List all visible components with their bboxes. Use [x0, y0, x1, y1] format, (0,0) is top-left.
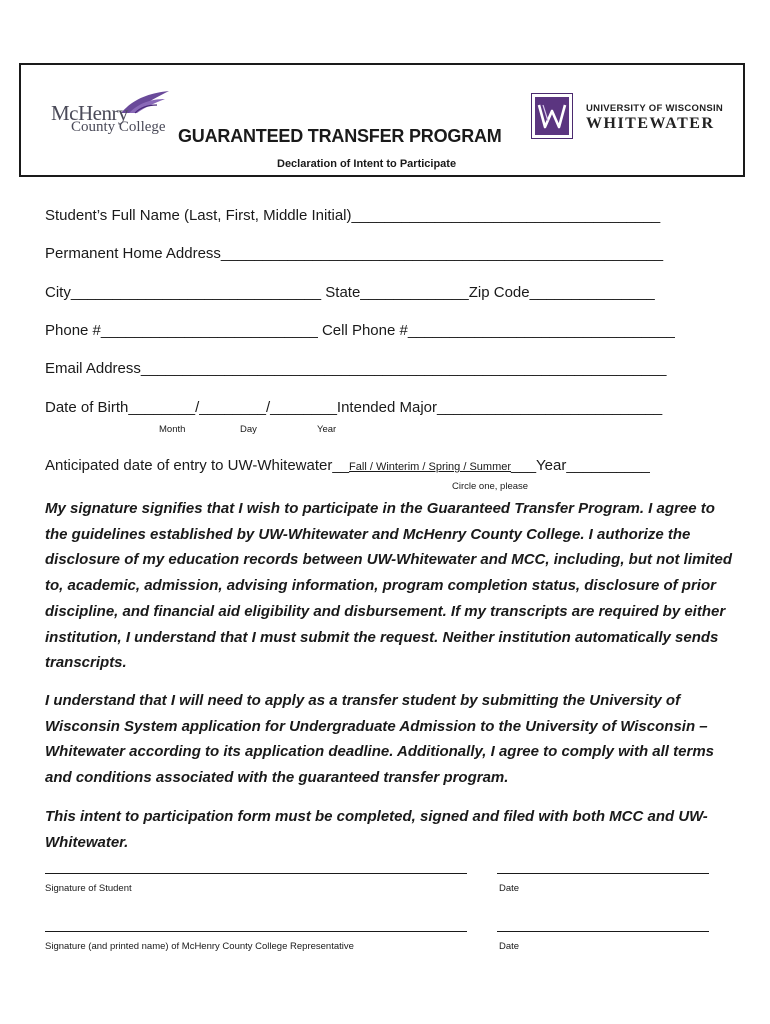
dob-hint-year: Year: [317, 424, 337, 435]
entry-term-options[interactable]: Fall / Winterim / Spring / Summer: [349, 461, 512, 473]
entry-suffix: ___Year__________: [511, 457, 650, 474]
uww-logo-mark: [531, 93, 573, 139]
uww-logo-line2: WHITEWATER: [586, 115, 715, 132]
dob-hint-month: Month: [159, 424, 186, 435]
student-signature-line[interactable]: [45, 873, 467, 874]
rep-signature-label: Signature (and printed name) of McHenry County College Representative: [45, 941, 354, 952]
application-paragraph: I understand that I will need to apply as a transfer student by submitting the University of Wisconsin System application for Undergraduate Admission to the University of Wisconsin – Whitewater according to its application deadline. Additionally, I agree to comply with all terms and conditions associated with the guaranteed transfer program.: [45, 692, 715, 787]
dob-major-field[interactable]: Date of Birth________/________/________Intended Major___________________________: [45, 399, 663, 416]
entry-hint: Circle one, please: [452, 481, 529, 492]
student-date-label: Date: [499, 883, 520, 894]
student-date-line[interactable]: [497, 873, 709, 874]
email-field[interactable]: Email Address_______________________________________________________________: [45, 360, 667, 377]
entry-prefix: Anticipated date of entry to UW-Whitewater__: [45, 457, 350, 474]
filing-paragraph: This intent to participation form must be completed, signed and filed with both MCC and UW-Whitewater.: [45, 808, 708, 851]
mcc-logo: [51, 89, 191, 139]
mcc-logo-line2: County College: [71, 119, 166, 135]
city-state-zip-field[interactable]: City______________________________ State_____________Zip Code_______________: [45, 284, 655, 301]
uww-logo-line1: UNIVERSITY OF WISCONSIN: [586, 103, 724, 114]
student-signature-label: Signature of Student: [45, 883, 132, 894]
page-subtitle: Declaration of Intent to Participate: [277, 158, 457, 170]
phone-field[interactable]: Phone #__________________________ Cell Phone #________________________________: [45, 322, 675, 339]
entry-date-field[interactable]: [45, 457, 650, 474]
mcc-logo-line1: McHenry: [51, 101, 128, 125]
dob-hint-day: Day: [240, 424, 257, 435]
rep-date-line[interactable]: [497, 931, 709, 932]
uww-w-icon: [535, 97, 569, 135]
page-title: GUARANTEED TRANSFER PROGRAM: [178, 126, 502, 146]
consent-paragraph: My signature signifies that I wish to participate in the Guaranteed Transfer Program. I agree to the guidelines established by UW-Whitewater and McHenry County College. I authorize the disclosure of my education records between UW-Whitewater and MCC, including, but not limited to, academic, admission, advising information, program completion status, disclosure of prior discipline, and financial aid eligibility and disbursement. If my transcripts are required by either institution, I understand that I must submit the request. Neither institution automatically sends transcripts.: [45, 500, 732, 672]
rep-signature-line[interactable]: [45, 931, 467, 932]
full-name-field[interactable]: Student’s Full Name (Last, First, Middle Initial)_____________________________________: [45, 207, 661, 224]
home-address-field[interactable]: Permanent Home Address_____________________________________________________: [45, 245, 664, 262]
rep-date-label: Date: [499, 941, 520, 952]
header-box: [19, 63, 745, 177]
